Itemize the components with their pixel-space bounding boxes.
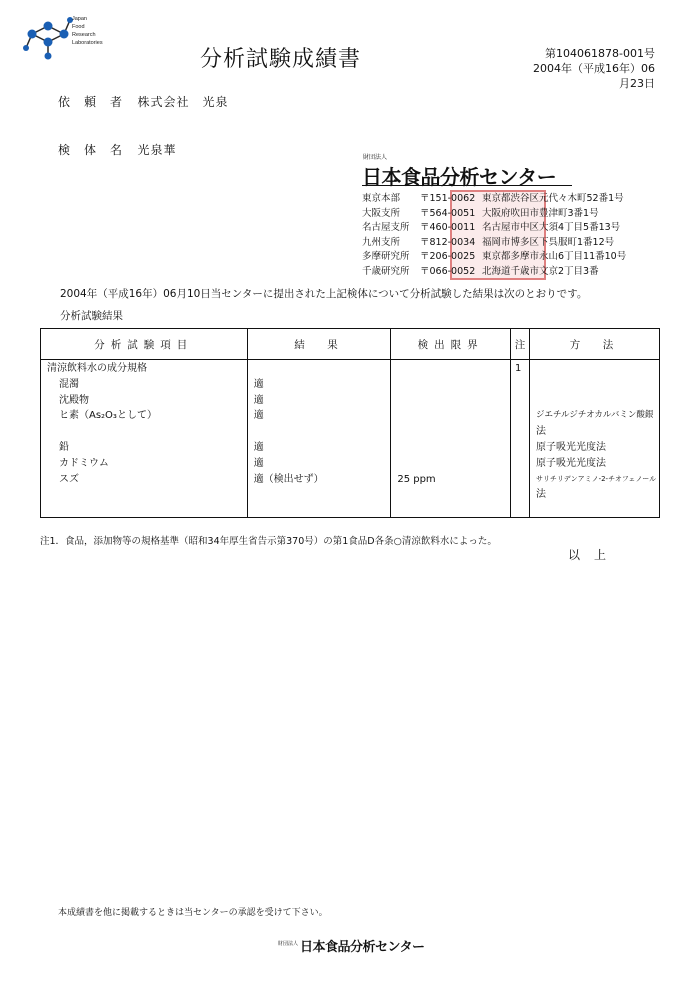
method-cell: [530, 393, 659, 409]
office-address: 東京都多摩市永山6丁目11番10号: [482, 251, 627, 262]
method-cell: [530, 377, 659, 393]
result-cell: [248, 361, 391, 377]
office-address: 東京都渋谷区元代々木町52番1号: [482, 193, 624, 204]
note-cell: 1: [515, 363, 522, 374]
document-title: 分析試験成績書: [200, 47, 362, 72]
org-prefix: 財団法人: [363, 154, 388, 161]
office-address: 福岡市博多区下呉服町1番12号: [482, 236, 615, 248]
limit-cell: [391, 377, 510, 393]
office-name: 千歳研究所: [362, 265, 410, 277]
office-zip: 〒812-0034: [420, 236, 476, 248]
office-address: 北海道千歳市文京2丁目3番: [482, 265, 599, 277]
item-cell: 沈殿物: [59, 394, 89, 406]
method-cell: サリチリデンアミノ-2-チオフェノール: [535, 474, 657, 483]
client-label: 依 頼 者: [58, 95, 124, 109]
office-zip: 〒151-0062: [420, 193, 476, 204]
note-column: [511, 360, 530, 518]
office-row: [362, 250, 626, 265]
office-row: [362, 236, 626, 251]
closing-text: 以上: [568, 548, 621, 562]
office-name: 多摩研究所: [362, 251, 410, 262]
item-cell: スズ: [59, 473, 79, 485]
logo-line: Research: [72, 32, 96, 38]
result-cell: 適（検出せず）: [253, 473, 324, 485]
table-row: [41, 360, 660, 518]
office-zip: 〒460-0011: [420, 222, 476, 233]
office-name: 九州支所: [362, 236, 401, 248]
result-column: [247, 360, 391, 518]
result-cell: 適: [253, 410, 264, 422]
sample-value: 光泉華: [137, 143, 177, 157]
method-cell: 法: [535, 426, 546, 438]
item-cell: [41, 424, 247, 440]
document-number: 第104061878-001号: [545, 47, 655, 60]
result-cell: 適: [253, 441, 264, 453]
client-value: 株式会社 光泉: [137, 95, 229, 109]
org-underline: [362, 185, 572, 186]
office-address: 名古屋市中区大須4丁目5番13号: [482, 222, 621, 233]
limit-cell: [391, 361, 510, 377]
item-cell: 清涼飲料水の成分規格: [47, 363, 147, 374]
limit-cell: [391, 393, 510, 409]
office-zip: 〒066-0052: [420, 265, 476, 277]
office-row: [362, 265, 626, 280]
logo-text: [72, 15, 103, 47]
method-cell: 原子吸光光度法: [535, 457, 606, 469]
item-column: [41, 360, 248, 518]
item-cell: 混濁: [59, 378, 79, 390]
office-address: 大阪府吹田市豊津町3番1号: [482, 207, 599, 219]
method-cell: ジエチルジチオカルバミン酸銀: [535, 410, 654, 421]
method-cell: [530, 361, 659, 377]
header-item: 分析試験項目: [41, 329, 248, 360]
client-row: [58, 93, 228, 110]
result-cell: 適: [253, 457, 264, 469]
office-zip: 〒564-0051: [420, 207, 476, 219]
logo-line: Laboratories: [72, 40, 103, 46]
header-method: 方 法: [529, 329, 659, 360]
header-note: 注: [511, 329, 530, 360]
office-row: [362, 192, 626, 207]
footer-org-name: 日本食品分析センター: [300, 940, 425, 955]
office-name: 名古屋支所: [362, 222, 410, 233]
header-detection-limit: 検出限界: [391, 329, 511, 360]
document-number-block: [525, 46, 655, 91]
sample-label: 検 体 名: [58, 143, 124, 157]
org-name: 日本食品分析センター: [362, 165, 557, 189]
limit-cell: [391, 440, 510, 456]
item-cell: カドミウム: [59, 457, 109, 469]
results-table: [40, 328, 660, 518]
limit-cell: 25 ppm: [397, 473, 436, 485]
office-name: 東京本部: [362, 193, 401, 204]
method-cell: 法: [535, 489, 546, 501]
table-header-row: [41, 329, 660, 360]
statement-text: 2004年（平成16年）06月10日当センターに提出された上記検体について分析試験した結果は次のとおりです。: [60, 288, 588, 300]
result-cell: 適: [253, 378, 264, 390]
sample-row: [58, 141, 176, 158]
section-title: 分析試験結果: [60, 310, 123, 322]
method-cell: 原子吸光光度法: [535, 441, 606, 453]
header-result: 結 果: [247, 329, 391, 360]
logo-line: Japan: [72, 16, 87, 22]
limit-column: [391, 360, 511, 518]
result-cell: 適: [253, 394, 264, 406]
office-row: [362, 221, 626, 236]
office-list: [362, 192, 626, 279]
limit-cell: [391, 456, 510, 472]
footer-org-prefix: 財団法人: [278, 941, 299, 947]
item-cell: ヒ素（As₂O₃として）: [59, 410, 157, 422]
logo-line: Food: [72, 24, 85, 30]
footnote: 注1．食品，添加物等の規格基準（昭和34年厚生省告示第370号）の第1食品D各条○清涼飲料水によった。: [40, 536, 497, 547]
document-date: 2004年（平成16年）06月23日: [533, 62, 655, 90]
office-name: 大阪支所: [362, 207, 401, 219]
footer-notice: 本成績書を他に掲載するときは当センターの承認を受けて下さい。: [58, 908, 328, 918]
result-cell: [248, 424, 391, 440]
office-row: [362, 207, 626, 222]
method-column: [529, 360, 659, 518]
limit-cell: [391, 424, 510, 440]
limit-cell: [391, 408, 510, 424]
item-cell: 鉛: [59, 441, 69, 453]
office-zip: 〒206-0025: [420, 251, 476, 262]
